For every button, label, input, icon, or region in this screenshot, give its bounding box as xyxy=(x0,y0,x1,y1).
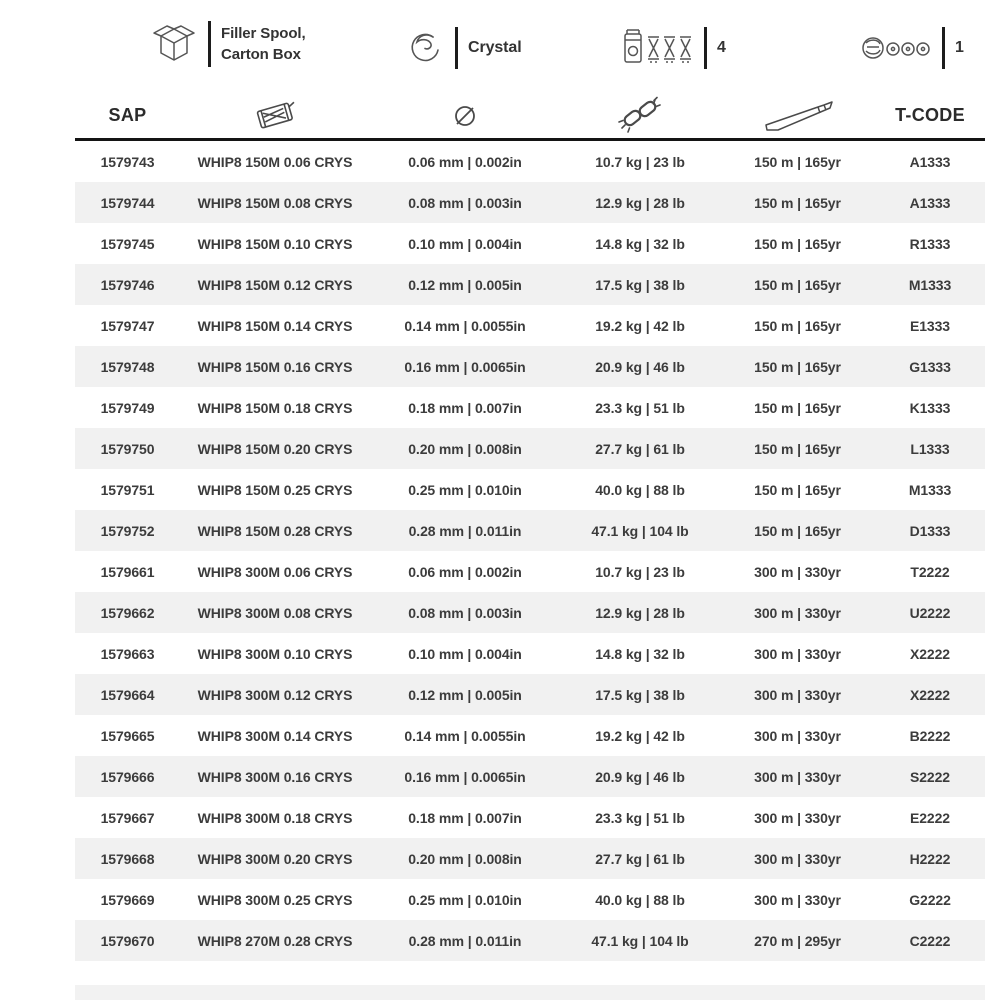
table-row xyxy=(75,756,985,797)
strength-cell: 17.5 kg | 38 lb xyxy=(595,686,685,703)
diameter-cell: 0.12 mm | 0.005in xyxy=(408,686,522,703)
diameter-cell: 0.25 mm | 0.010in xyxy=(408,481,522,498)
product-name-cell: WHIP8 300M 0.10 CRYS xyxy=(197,645,353,662)
sap-cell: 1579668 xyxy=(100,850,155,867)
packaging-item-color xyxy=(405,27,522,69)
sap-cell: 1579744 xyxy=(100,194,155,211)
diameter-cell: 0.14 mm | 0.0055in xyxy=(404,727,526,744)
tcode-cell: E1333 xyxy=(910,317,950,334)
packaging-item-carton xyxy=(150,21,306,67)
strength-cell: 12.9 kg | 28 lb xyxy=(595,194,685,211)
strength-cell: 27.7 kg | 61 lb xyxy=(595,850,685,867)
length-cell: 150 m | 165yr xyxy=(754,194,841,211)
strength-cell: 20.9 kg | 46 lb xyxy=(595,358,685,375)
divider xyxy=(455,27,458,69)
product-name-cell: WHIP8 300M 0.14 CRYS xyxy=(197,727,353,744)
partial-row-stripe xyxy=(75,985,985,1000)
product-name-cell: WHIP8 270M 0.28 CRYS xyxy=(197,932,353,949)
line-length-icon xyxy=(761,99,835,133)
sap-cell: 1579745 xyxy=(100,235,155,252)
sap-cell: 1579665 xyxy=(100,727,155,744)
table-row xyxy=(75,387,985,428)
sap-cell: 1579670 xyxy=(100,932,155,949)
tcode-cell: C2222 xyxy=(909,932,951,949)
length-cell: 150 m | 165yr xyxy=(754,440,841,457)
product-name-cell: WHIP8 300M 0.18 CRYS xyxy=(197,809,353,826)
length-cell: 300 m | 330yr xyxy=(754,891,841,908)
tcode-cell: X2222 xyxy=(910,645,950,662)
strength-cell: 23.3 kg | 51 lb xyxy=(595,809,685,826)
tcode-cell: L1333 xyxy=(910,440,950,457)
diameter-cell: 0.06 mm | 0.002in xyxy=(408,153,522,170)
chain-link-icon xyxy=(617,96,663,136)
product-name-cell: WHIP8 150M 0.28 CRYS xyxy=(197,522,353,539)
sap-cell: 1579663 xyxy=(100,645,155,662)
sap-cell: 1579662 xyxy=(100,604,155,621)
table-body xyxy=(75,141,985,961)
packaging-label-line1: Filler Spool, xyxy=(221,25,306,42)
diameter-cell: 0.18 mm | 0.007in xyxy=(408,809,522,826)
diameter-cell: 0.25 mm | 0.010in xyxy=(408,891,522,908)
length-cell: 300 m | 330yr xyxy=(754,645,841,662)
sap-cell: 1579747 xyxy=(100,317,155,334)
diameter-cell: 0.10 mm | 0.004in xyxy=(408,645,522,662)
length-cell: 150 m | 165yr xyxy=(754,235,841,252)
table-row xyxy=(75,141,985,182)
table-row xyxy=(75,223,985,264)
tcode-cell: M1333 xyxy=(908,276,952,293)
strength-cell: 17.5 kg | 38 lb xyxy=(595,276,685,293)
length-cell: 150 m | 165yr xyxy=(754,153,841,170)
sap-cell: 1579749 xyxy=(100,399,155,416)
product-name-cell: WHIP8 150M 0.12 CRYS xyxy=(197,276,353,293)
carton-box-icon xyxy=(150,22,198,66)
strength-cell: 47.1 kg | 104 lb xyxy=(591,522,689,539)
divider xyxy=(208,21,211,67)
table-row xyxy=(75,797,985,838)
color-label: Crystal xyxy=(468,38,522,56)
strength-cell: 27.7 kg | 61 lb xyxy=(595,440,685,457)
diameter-cell: 0.14 mm | 0.0055in xyxy=(404,317,526,334)
length-cell: 150 m | 165yr xyxy=(754,481,841,498)
tcode-cell: A1333 xyxy=(909,153,951,170)
diameter-cell: 0.20 mm | 0.008in xyxy=(408,440,522,457)
diameter-cell: 0.20 mm | 0.008in xyxy=(408,850,522,867)
column-header-length xyxy=(720,93,875,138)
product-name-cell: WHIP8 150M 0.18 CRYS xyxy=(197,399,353,416)
table-row xyxy=(75,674,985,715)
product-name-cell: WHIP8 150M 0.10 CRYS xyxy=(197,235,353,252)
length-cell: 150 m | 165yr xyxy=(754,358,841,375)
strength-cell: 19.2 kg | 42 lb xyxy=(595,317,685,334)
divider xyxy=(704,27,707,69)
sap-cell: 1579667 xyxy=(100,809,155,826)
diameter-icon xyxy=(450,101,480,131)
length-cell: 300 m | 330yr xyxy=(754,850,841,867)
product-name-cell: WHIP8 150M 0.14 CRYS xyxy=(197,317,353,334)
strength-cell: 14.8 kg | 32 lb xyxy=(595,645,685,662)
length-cell: 300 m | 330yr xyxy=(754,686,841,703)
strength-cell: 40.0 kg | 88 lb xyxy=(595,481,685,498)
strength-cell: 10.7 kg | 23 lb xyxy=(595,153,685,170)
column-header-product xyxy=(180,93,370,138)
diameter-cell: 0.10 mm | 0.004in xyxy=(408,235,522,252)
product-name-cell: WHIP8 150M 0.16 CRYS xyxy=(197,358,353,375)
product-name-cell: WHIP8 300M 0.06 CRYS xyxy=(197,563,353,580)
table-row xyxy=(75,633,985,674)
table-row xyxy=(75,428,985,469)
diameter-cell: 0.18 mm | 0.007in xyxy=(408,399,522,416)
spool-count-value: 4 xyxy=(717,38,726,56)
crystal-line-icon xyxy=(405,28,445,68)
length-cell: 150 m | 165yr xyxy=(754,317,841,334)
tcode-cell: E2222 xyxy=(910,809,950,826)
strength-cell: 23.3 kg | 51 lb xyxy=(595,399,685,416)
sap-cell: 1579748 xyxy=(100,358,155,375)
packaging-label xyxy=(221,23,306,65)
sap-cell: 1579664 xyxy=(100,686,155,703)
sap-cell: 1579666 xyxy=(100,768,155,785)
sap-cell: 1579752 xyxy=(100,522,155,539)
packaging-item-coil-count xyxy=(860,27,964,69)
product-name-cell: WHIP8 300M 0.20 CRYS xyxy=(197,850,353,867)
tcode-cell: G1333 xyxy=(909,358,951,375)
table-row xyxy=(75,715,985,756)
tcode-cell: K1333 xyxy=(909,399,951,416)
product-name-cell: WHIP8 300M 0.25 CRYS xyxy=(197,891,353,908)
spools-per-pack-icon xyxy=(622,25,694,71)
table-row xyxy=(75,879,985,920)
product-name-cell: WHIP8 150M 0.08 CRYS xyxy=(197,194,353,211)
column-header-sap: SAP xyxy=(108,105,147,125)
length-cell: 150 m | 165yr xyxy=(754,399,841,416)
length-cell: 270 m | 295yr xyxy=(754,932,841,949)
tcode-cell: R1333 xyxy=(909,235,951,252)
column-header-tcode: T-CODE xyxy=(895,105,965,125)
table-header-row xyxy=(75,93,985,141)
length-cell: 150 m | 165yr xyxy=(754,276,841,293)
product-name-cell: WHIP8 150M 0.25 CRYS xyxy=(197,481,353,498)
table-row xyxy=(75,920,985,961)
sap-cell: 1579750 xyxy=(100,440,155,457)
strength-cell: 40.0 kg | 88 lb xyxy=(595,891,685,908)
diameter-cell: 0.28 mm | 0.011in xyxy=(408,522,522,539)
length-cell: 300 m | 330yr xyxy=(754,809,841,826)
divider xyxy=(942,27,945,69)
tcode-cell: S2222 xyxy=(910,768,950,785)
coils-per-pack-icon xyxy=(860,27,932,69)
diameter-cell: 0.08 mm | 0.003in xyxy=(408,194,522,211)
strength-cell: 47.1 kg | 104 lb xyxy=(591,932,689,949)
table-row xyxy=(75,510,985,551)
product-name-cell: WHIP8 300M 0.08 CRYS xyxy=(197,604,353,621)
sap-cell: 1579746 xyxy=(100,276,155,293)
sap-cell: 1579669 xyxy=(100,891,155,908)
length-cell: 150 m | 165yr xyxy=(754,522,841,539)
tcode-cell: G2222 xyxy=(909,891,951,908)
product-name-cell: WHIP8 300M 0.12 CRYS xyxy=(197,686,353,703)
packaging-label-line2: Carton Box xyxy=(221,46,301,63)
coil-count-value: 1 xyxy=(955,38,964,56)
table-row xyxy=(75,469,985,510)
diameter-cell: 0.12 mm | 0.005in xyxy=(408,276,522,293)
spool-icon xyxy=(250,99,300,133)
packaging-item-spool-count xyxy=(622,25,726,71)
tcode-cell: H2222 xyxy=(909,850,951,867)
spec-table xyxy=(75,93,985,961)
table-row xyxy=(75,551,985,592)
table-row xyxy=(75,592,985,633)
column-header-diameter xyxy=(370,93,560,138)
strength-cell: 14.8 kg | 32 lb xyxy=(595,235,685,252)
strength-cell: 20.9 kg | 46 lb xyxy=(595,768,685,785)
table-row xyxy=(75,346,985,387)
table-row xyxy=(75,264,985,305)
length-cell: 300 m | 330yr xyxy=(754,727,841,744)
sap-cell: 1579751 xyxy=(100,481,155,498)
strength-cell: 12.9 kg | 28 lb xyxy=(595,604,685,621)
sap-cell: 1579743 xyxy=(100,153,155,170)
diameter-cell: 0.16 mm | 0.0065in xyxy=(404,358,526,375)
tcode-cell: D1333 xyxy=(909,522,951,539)
diameter-cell: 0.28 mm | 0.011in xyxy=(408,932,522,949)
diameter-cell: 0.06 mm | 0.002in xyxy=(408,563,522,580)
tcode-cell: A1333 xyxy=(909,194,951,211)
length-cell: 300 m | 330yr xyxy=(754,768,841,785)
column-header-strength xyxy=(560,93,720,138)
product-name-cell: WHIP8 150M 0.06 CRYS xyxy=(197,153,353,170)
length-cell: 300 m | 330yr xyxy=(754,604,841,621)
tcode-cell: T2222 xyxy=(910,563,950,580)
table-row xyxy=(75,182,985,223)
tcode-cell: B2222 xyxy=(909,727,951,744)
length-cell: 300 m | 330yr xyxy=(754,563,841,580)
diameter-cell: 0.16 mm | 0.0065in xyxy=(404,768,526,785)
sap-cell: 1579661 xyxy=(100,563,155,580)
strength-cell: 10.7 kg | 23 lb xyxy=(595,563,685,580)
table-row xyxy=(75,305,985,346)
tcode-cell: X2222 xyxy=(910,686,950,703)
diameter-cell: 0.08 mm | 0.003in xyxy=(408,604,522,621)
tcode-cell: M1333 xyxy=(908,481,952,498)
table-row xyxy=(75,838,985,879)
strength-cell: 19.2 kg | 42 lb xyxy=(595,727,685,744)
tcode-cell: U2222 xyxy=(909,604,951,621)
product-name-cell: WHIP8 300M 0.16 CRYS xyxy=(197,768,353,785)
product-name-cell: WHIP8 150M 0.20 CRYS xyxy=(197,440,353,457)
